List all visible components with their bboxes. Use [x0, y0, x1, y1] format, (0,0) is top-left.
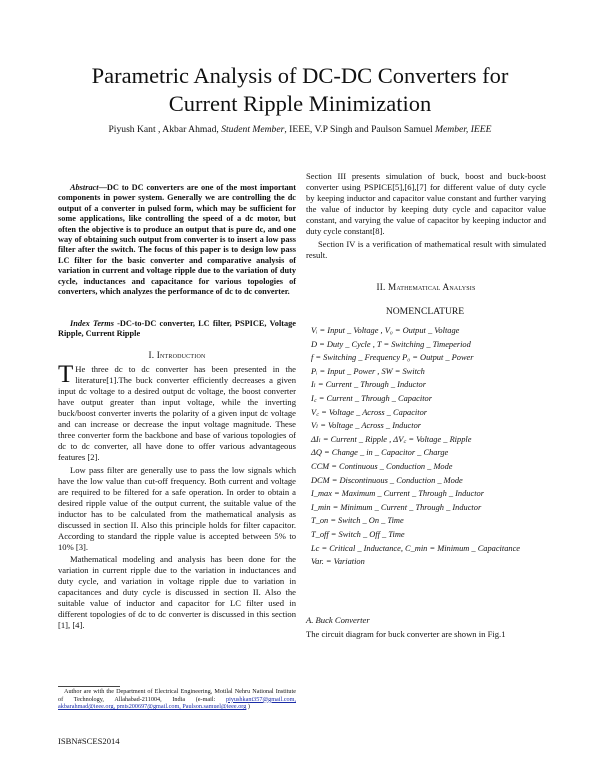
- authors-italic-2: Member, IEEE: [435, 124, 492, 135]
- nomenclature-item: I꜀ = Current _ Through _ Capacitor: [311, 393, 432, 403]
- nomenclature-item: DCM = Discontinuous _ Conduction _ Mode: [311, 475, 463, 485]
- footnote-text: Author are with the Department of Electrical Engineering, Motilal Nehru National Institute of Technology, Allahabad-211004, India (e-mail:: [58, 688, 296, 703]
- footnote: [58, 688, 296, 711]
- intro-paragraph-2: Low pass filter are generally use to pass the low signals which have the low value than cut-off frequency. Both current and voltage are required to be filtered for a safe operation. In order to obtain a desired ripple value of the output current, the suitable value of the inductor has to be calculated from the mathematical analysis as discussed in section II. Also this principle holds for filter capacitor. According to standard the ripple value is accepted between 5% to 10% [3].: [58, 465, 296, 552]
- nomenclature-item: I_min = Minimum _ Current _ Through _ Inductor: [311, 502, 482, 512]
- index-terms-label: Index Terms: [70, 319, 114, 328]
- nomenclature-item: V꜀ = Voltage _ Across _ Capacitor: [311, 407, 428, 417]
- nomenclature-item: Var. = Variation: [311, 557, 365, 567]
- abstract: [58, 183, 296, 297]
- closing-sentence: The circuit diagram for buck converter are shown in Fig.1: [306, 629, 506, 639]
- section-1-heading: I. Introduction: [148, 350, 206, 360]
- nomenclature-list: [311, 324, 547, 569]
- index-terms-text: -DC-to-DC converter, LC filter, PSPICE, Voltage Ripple, Current Ripple: [58, 319, 296, 339]
- nomenclature-item: Lc = Critical _ Inductance, C_min = Minimum _ Capacitance: [311, 543, 521, 553]
- abstract-text: —DC to DC converters are one of the most important components in power system. Generally we are controlling the dc output of a converter in pulsed form, which may be sufficient for some applications, like controlling the speed of a dc motor, but often the objective is to produce an output that is pure dc, and one way of obtaining such output from converter is to insert a low pass filter after the switch. The focus of this paper is to design low pass LC filter for the basic converter and comparative analysis of variation in current and voltage ripple due to the variation of duty cycle, inductances and capacitance for various topologies of converters, which analyzes the performance of dc to dc converter.: [58, 183, 296, 297]
- footnote-close: ): [246, 703, 250, 711]
- index-terms: [58, 319, 296, 340]
- drop-cap: T: [58, 361, 74, 388]
- nomenclature-item: f = Switching _ Frequency P₀ = Output _ Power: [311, 353, 474, 363]
- nomenclature-title: NOMENCLATURE: [385, 306, 465, 317]
- right-column-intro: [306, 171, 546, 261]
- nomenclature-item: Iₗ = Current _ Through _ Inductor: [311, 380, 427, 390]
- nomenclature-item: CCM = Continuous _ Conduction _ Mode: [311, 461, 453, 471]
- abstract-label: Abstract: [70, 183, 99, 192]
- title-line-2: Current Ripple Minimization: [168, 91, 432, 116]
- right-paragraph-2: Section IV is a verification of mathematical result with simulated result.: [306, 239, 546, 260]
- introduction-body: [58, 361, 296, 631]
- nomenclature-item: T_off = Switch _ Off _ Time: [311, 529, 405, 539]
- nomenclature-item: D = Duty _ Cycle , T = Switching _ Timeperiod: [311, 339, 471, 349]
- nomenclature-item: ΔIₗ = Current _ Ripple , ΔV꜀ = Voltage _ Ripple: [311, 434, 472, 444]
- nomenclature-item: Vᵢ = Input _ Voltage , V₀ = Output _ Voltage: [311, 326, 460, 335]
- authors-plain-2: , IEEE, V.P Singh and Paulson Samuel: [284, 124, 436, 135]
- title-line-1: Parametric Analysis of DC-DC Converters for: [91, 63, 509, 88]
- subsection-a-heading: A. Buck Converter: [306, 615, 370, 625]
- nomenclature-item: Vₗ = Voltage _ Across _ Inductor: [311, 421, 422, 431]
- intro-paragraph-1: [58, 361, 296, 463]
- intro-p1-text: He three dc to dc converter has been presented in the literature[1].The buck converter efficiently decreases a given input dc voltage to a desired output dc voltage, the boost converter have output greater than input voltage, while the inverting buck/boost converter inverts the polarity of a given input dc voltage and can increase or decrease the input voltage magnitude. These three converter form the backbone and base of various topologies of dc to dc converter, all have done to offer various advantageous features [2].: [58, 364, 296, 462]
- section-2-heading: II. Mathematical Analysis: [376, 282, 476, 292]
- author-line: [20, 124, 580, 136]
- footnote-emails[interactable]: piyushkant357@gmail.com, akbarahmad@ieee.org, pmts200697@gmail.com, Paulson.samuel@ieee.org: [58, 695, 296, 711]
- nomenclature-item: Pᵢ = Input _ Power , SW = Switch: [311, 366, 425, 376]
- isbn: ISBN#SCES2014: [58, 736, 120, 746]
- intro-paragraph-3: Mathematical modeling and analysis has been done for the variation in current ripple due to the variation in inductances and duty cycle, and variation in voltage ripple due to variation in capacitances and duty cycle is discussed in section II. Also the suitable value of inductor and capacitor for LC filter used in different topologies of dc to dc converter is discussed in this section [1], [4].: [58, 554, 296, 630]
- footnote-rule: [58, 686, 120, 687]
- paper-title: [40, 62, 560, 118]
- nomenclature-item: T_on = Switch _ On _ Time: [311, 516, 404, 526]
- authors-plain-1: Piyush Kant , Akbar Ahmad,: [108, 124, 222, 135]
- nomenclature-item: ΔQ = Change _ in _ Capacitor _ Charge: [311, 448, 449, 458]
- authors-italic-1: Student Member: [221, 124, 285, 135]
- right-paragraph-1: Section III presents simulation of buck, boost and buck-boost converter using PSPICE[5],[6],[7] for different value of duty cycle by keeping inductor and capacitor value constant and further varying the value of inductor by keeping duty cycle and capacitor value constant, and varying the value of capacitor by keeping inductor and duty cycle constant[8].: [306, 171, 546, 236]
- nomenclature-item: I_max = Maximum _ Current _ Through _ Inductor: [311, 489, 484, 499]
